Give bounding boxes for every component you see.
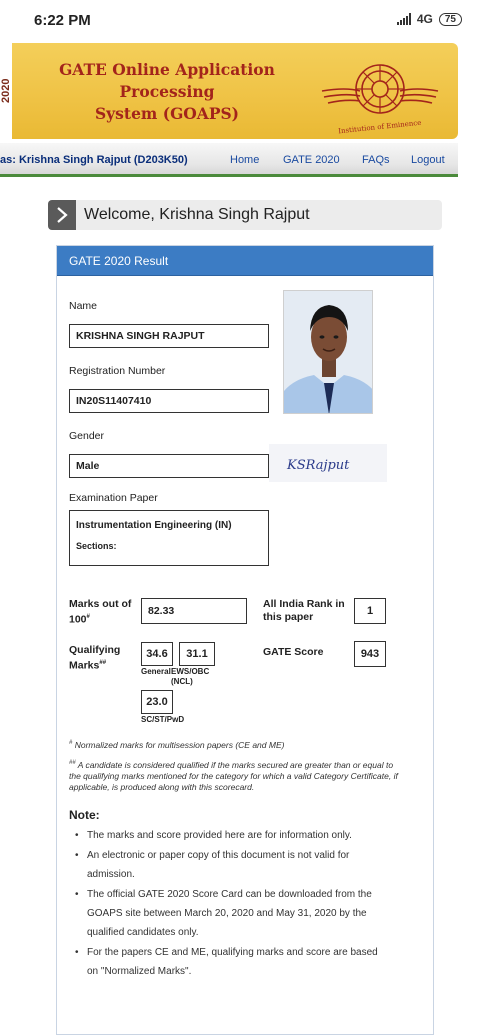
banner-side-text: 2020 [0,78,12,103]
svg-text:KSRajput: KSRajput [287,458,350,473]
result-card-title: GATE 2020 Result [69,254,169,268]
chevron-right-icon[interactable] [48,200,76,230]
name-field: KRISHNA SINGH RAJPUT [69,324,269,348]
footnote-normalized [69,738,399,751]
ews-obc-caption: EWS/OBC (NCL) [171,667,210,686]
goaps-banner [0,43,458,139]
marks-label [69,598,139,627]
exam-paper-field [69,510,269,566]
exam-paper-label: Examination Paper [69,492,158,504]
welcome-bar [48,200,442,230]
note-item: • The marks and score provided here are for information only. [87,826,387,845]
note-list [87,826,387,982]
result-card-header [57,246,433,276]
general-caption: General [141,667,171,676]
battery-icon: 75 [439,13,462,26]
status-time: 6:22 PM [34,12,91,29]
note-item: • For the papers CE and ME, qualifying marks and score are based on "Normalized Marks". [87,943,387,981]
logged-in-user: as: Krishna Singh Rajput (D203K50) [0,154,188,166]
footnote-normalized-text: Normalized marks for multisession papers (CE and ME) [74,739,285,750]
footnote-normalized-sup: # [69,740,73,746]
footnote-qualified-text: A candidate is considered qualified if the marks secured are greater than or equal to the qualifying marks mentioned for the category for which a valid Category Certificate, if applicable, is produced along with this scorecard. [69,759,398,792]
exam-paper-value: Instrumentation Engineering (IN) [76,520,232,531]
signal-icon [397,13,411,25]
gate-score-field: 943 [354,641,386,667]
banner-title-line: Processing [119,82,215,101]
nav-faqs-link[interactable]: FAQs [362,154,390,166]
gender-label: Gender [69,430,105,442]
sections-label: Sections: [76,541,117,551]
banner-side-strip [0,43,12,139]
marks-label-sup: # [86,614,90,620]
top-navbar [0,143,458,177]
footnote-qualified-sup: ## [69,760,76,766]
status-indicators [397,12,462,26]
name-label: Name [69,300,98,312]
gender-field: Male [69,454,269,478]
qualifying-label-sup: ## [99,660,107,666]
sc-st-pwd-caption: SC/ST/PwD [141,715,185,724]
result-card [56,245,434,1035]
rank-label: All India Rank in this paper [263,598,345,623]
banner-title [52,59,282,125]
banner-title-line: GATE Online Application [59,60,275,79]
candidate-signature [269,444,387,482]
status-bar [0,0,484,40]
nav-home-link[interactable]: Home [230,154,260,166]
candidate-photo [283,290,373,414]
note-item: • The official GATE 2020 Score Card can be downloaded from the GOAPS site between March 20, 2020 and May 31, 2020 by the qualified candidates only. [87,885,387,942]
qualifying-general-field: 34.6 [141,642,173,666]
banner-title-line: System (GOAPS) [94,104,240,123]
network-type: 4G [416,12,433,26]
qualifying-sc-field: 23.0 [141,690,173,714]
welcome-text: Welcome, Krishna Singh Rajput [84,206,310,223]
registration-field: IN20S11407410 [69,389,269,413]
qualifying-label [69,644,129,673]
rank-field: 1 [354,598,386,624]
iit-logo-icon [316,47,444,137]
gate-score-label: GATE Score [263,646,324,658]
note-title: Note: [69,808,100,822]
qualifying-ews-field: 31.1 [179,642,215,666]
registration-label: Registration Number [69,365,166,377]
footnote-qualified [69,758,399,793]
marks-field: 82.33 [141,598,247,624]
marks-label-text: Marks out of 100 [69,598,132,626]
qualifying-label-text: Qualifying Marks [69,644,121,672]
nav-gate2020-link[interactable]: GATE 2020 [283,154,340,166]
nav-logout-link[interactable]: Logout [411,154,445,166]
svg-text:Institution of Eminence: Institution of Eminence [337,118,422,136]
note-item: • An electronic or paper copy of this document is not valid for admission. [87,846,387,884]
